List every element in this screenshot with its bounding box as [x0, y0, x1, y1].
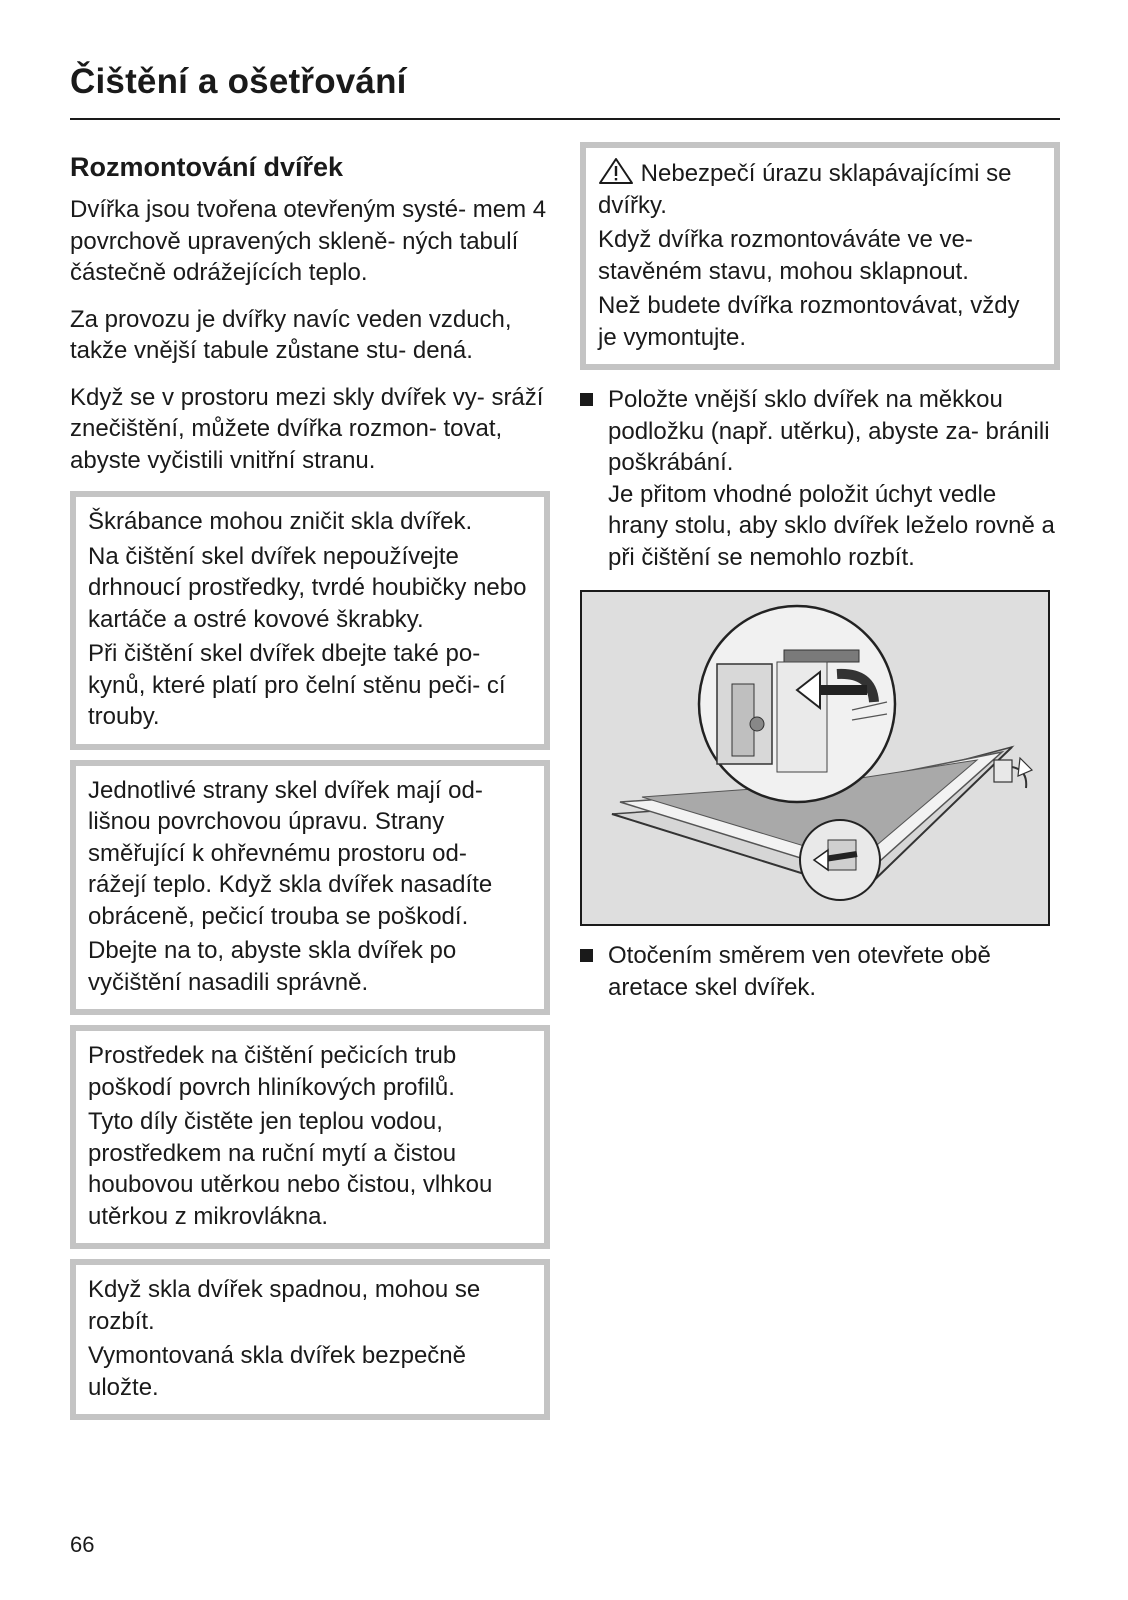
note-line: Při čištění skel dvířek dbejte také po- kynů, které platí pro čelní stěnu peči- cí trouby.	[88, 640, 506, 730]
bullet-square-icon	[580, 949, 593, 962]
warning-heading: Nebezpečí úrazu sklapávajícími se dvířky.	[598, 160, 1012, 219]
note-line: Na čištění skel dvířek nepoužívejte drhnoucí prostředky, tvrdé houbičky nebo kartáče a ostré kovové škrabky.	[88, 542, 527, 633]
instruction-step	[580, 384, 1060, 573]
note-line: Když skla dvířek spadnou, mohou se rozbít.	[88, 1276, 481, 1335]
note-box-surface-coating	[70, 760, 550, 1016]
note-box-glass-falling	[70, 1259, 550, 1420]
title-divider	[70, 118, 1060, 120]
note-box-scratches	[70, 491, 550, 750]
intro-paragraph-3: Když se v prostoru mezi skly dvířek vy- sráží znečištění, můžete dvířka rozmon- tovat, abyste vyčistili vnitřní stranu.	[70, 383, 544, 474]
note-line: Vymontovaná skla dvířek bezpečně uložte.	[88, 1342, 466, 1401]
note-line: Dbejte na to, abyste skla dvířek po vyčištění nasadili správně.	[88, 937, 457, 996]
note-line: Tyto díly čistěte jen teplou vodou, prostředkem na ruční mytí a čistou houbovou utěrkou nebo čistou, vlhkou utěrkou z mikrovlákna.	[88, 1108, 493, 1230]
bullet-square-icon	[580, 393, 593, 406]
warning-triangle-icon	[598, 157, 634, 185]
intro-paragraph-1: Dvířka jsou tvořena otevřeným systé- mem 4 povrchově upravených skleně- ných tabulí částečně odrážejících teplo.	[70, 196, 547, 286]
warning-line: Když dvířka rozmontováváte ve ve- stavěném stavu, mohou sklapnout.	[598, 226, 973, 285]
page-number: 66	[70, 1532, 95, 1557]
step-text: Je přitom vhodné položit úchyt vedle hrany stolu, aby sklo dvířek leželo rovně a při čištění se nemohlo rozbít.	[608, 480, 1055, 571]
warning-box	[580, 142, 1060, 370]
note-line: Jednotlivé strany skel dvířek mají od- lišnou povrchovou úpravu. Strany směřující k ohřevnému prostoru od- rážejí teplo. Když skla dvířek nasadíte obráceně, pečicí trouba se poškodí.	[88, 776, 493, 930]
note-line: Prostředek na čištění pečicích trub poškodí povrch hliníkových profilů.	[88, 1042, 457, 1101]
warning-line: Než budete dvířka rozmontovávat, vždy je vymontujte.	[598, 292, 1020, 351]
note-line: Škrábance mohou zničit skla dvířek.	[88, 508, 473, 535]
section-title: Rozmontování dvířek	[70, 152, 344, 182]
step-text: Položte vnější sklo dvířek na měkkou podložku (např. utěrku), abyste za- bránili poškrábání.	[608, 386, 1050, 476]
note-box-oven-cleaner	[70, 1025, 550, 1249]
step-text: Otočením směrem ven otevřete obě aretace skel dvířek.	[608, 942, 991, 1001]
instruction-step	[580, 940, 1060, 1003]
page-title: Čištění a ošetřování	[70, 62, 407, 101]
intro-paragraph-2: Za provozu je dvířky navíc veden vzduch, takže vnější tabule zůstane stu- dená.	[70, 305, 512, 364]
left-column	[70, 150, 550, 1430]
right-column	[580, 142, 1060, 1003]
door-glass-illustration	[580, 590, 1050, 926]
